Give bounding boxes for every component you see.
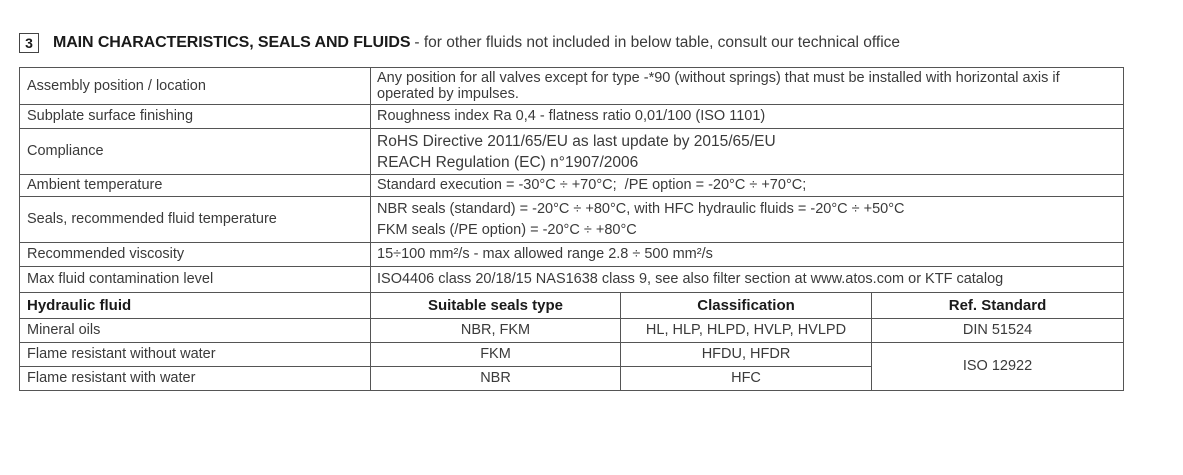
row-label: Ambient temperature bbox=[20, 175, 371, 197]
table-row-ambient-temperature bbox=[20, 175, 1124, 197]
header-classification: Classification bbox=[621, 293, 872, 319]
fluid-seals: FKM bbox=[371, 343, 621, 367]
fluid-seals: NBR bbox=[371, 367, 621, 391]
fluid-name: Flame resistant without water bbox=[20, 343, 371, 367]
row-label: Compliance bbox=[20, 129, 371, 175]
row-value: ISO4406 class 20/18/15 NAS1638 class 9, see also filter section at www.atos.com or KTF catalog bbox=[371, 267, 1124, 293]
section-number-badge: 3 bbox=[19, 33, 39, 53]
fluid-standard: DIN 51524 bbox=[872, 319, 1124, 343]
fluids-header-row bbox=[20, 293, 1124, 319]
table-row-subplate-finishing bbox=[20, 105, 1124, 129]
table-row-assembly-position bbox=[20, 68, 1124, 105]
row-value bbox=[371, 197, 1124, 243]
table-row-recommended-viscosity bbox=[20, 243, 1124, 267]
row-label: Max fluid contamination level bbox=[20, 267, 371, 293]
fluids-row-flame-resistant-without-water bbox=[20, 343, 1124, 367]
row-label: Subplate surface finishing bbox=[20, 105, 371, 129]
fluids-row-mineral-oils bbox=[20, 319, 1124, 343]
table-row-compliance bbox=[20, 129, 1124, 175]
characteristics-table bbox=[19, 67, 1124, 391]
row-label: Recommended viscosity bbox=[20, 243, 371, 267]
fluid-classification: HFDU, HFDR bbox=[621, 343, 872, 367]
table-row-contamination-level bbox=[20, 267, 1124, 293]
row-value: Any position for all valves except for type -*90 (without springs) that must be installed with horizontal axis if operated by impulses. bbox=[371, 68, 1124, 105]
table-row-seals-fluid-temperature bbox=[20, 197, 1124, 243]
fluid-name: Mineral oils bbox=[20, 319, 371, 343]
seals-line-fkm: FKM seals (/PE option) = -20°C ÷ +80°C bbox=[377, 221, 637, 238]
row-label: Seals, recommended fluid temperature bbox=[20, 197, 371, 243]
header-ref-standard: Ref. Standard bbox=[872, 293, 1124, 319]
section-subtitle: - for other fluids not included in below table, consult our technical office bbox=[414, 34, 901, 51]
row-value: Roughness index Ra 0,4 - flatness ratio 0,01/100 (ISO 1101) bbox=[371, 105, 1124, 129]
header-hydraulic-fluid: Hydraulic fluid bbox=[20, 293, 371, 319]
header-suitable-seals: Suitable seals type bbox=[371, 293, 621, 319]
row-label: Assembly position / location bbox=[20, 68, 371, 105]
section-title: MAIN CHARACTERISTICS, SEALS AND FLUIDS bbox=[53, 34, 411, 51]
fluid-seals: NBR, FKM bbox=[371, 319, 621, 343]
fluid-standard: ISO 12922 bbox=[872, 343, 1124, 391]
compliance-line-reach: REACH Regulation (EC) n°1907/2006 bbox=[377, 153, 639, 171]
compliance-line-rohs: RoHS Directive 2011/65/EU as last update by 2015/65/EU bbox=[377, 132, 776, 150]
fluid-classification: HFC bbox=[621, 367, 872, 391]
row-value: 15÷100 mm²/s - max allowed range 2.8 ÷ 500 mm²/s bbox=[371, 243, 1124, 267]
row-value bbox=[371, 129, 1124, 175]
fluid-classification: HL, HLP, HLPD, HVLP, HVLPD bbox=[621, 319, 872, 343]
row-value: Standard execution = -30°C ÷ +70°C; /PE option = -20°C ÷ +70°C; bbox=[371, 175, 1124, 197]
fluid-name: Flame resistant with water bbox=[20, 367, 371, 391]
seals-line-nbr: NBR seals (standard) = -20°C ÷ +80°C, with HFC hydraulic fluids = -20°C ÷ +50°C bbox=[377, 200, 905, 217]
section-header bbox=[19, 31, 900, 55]
